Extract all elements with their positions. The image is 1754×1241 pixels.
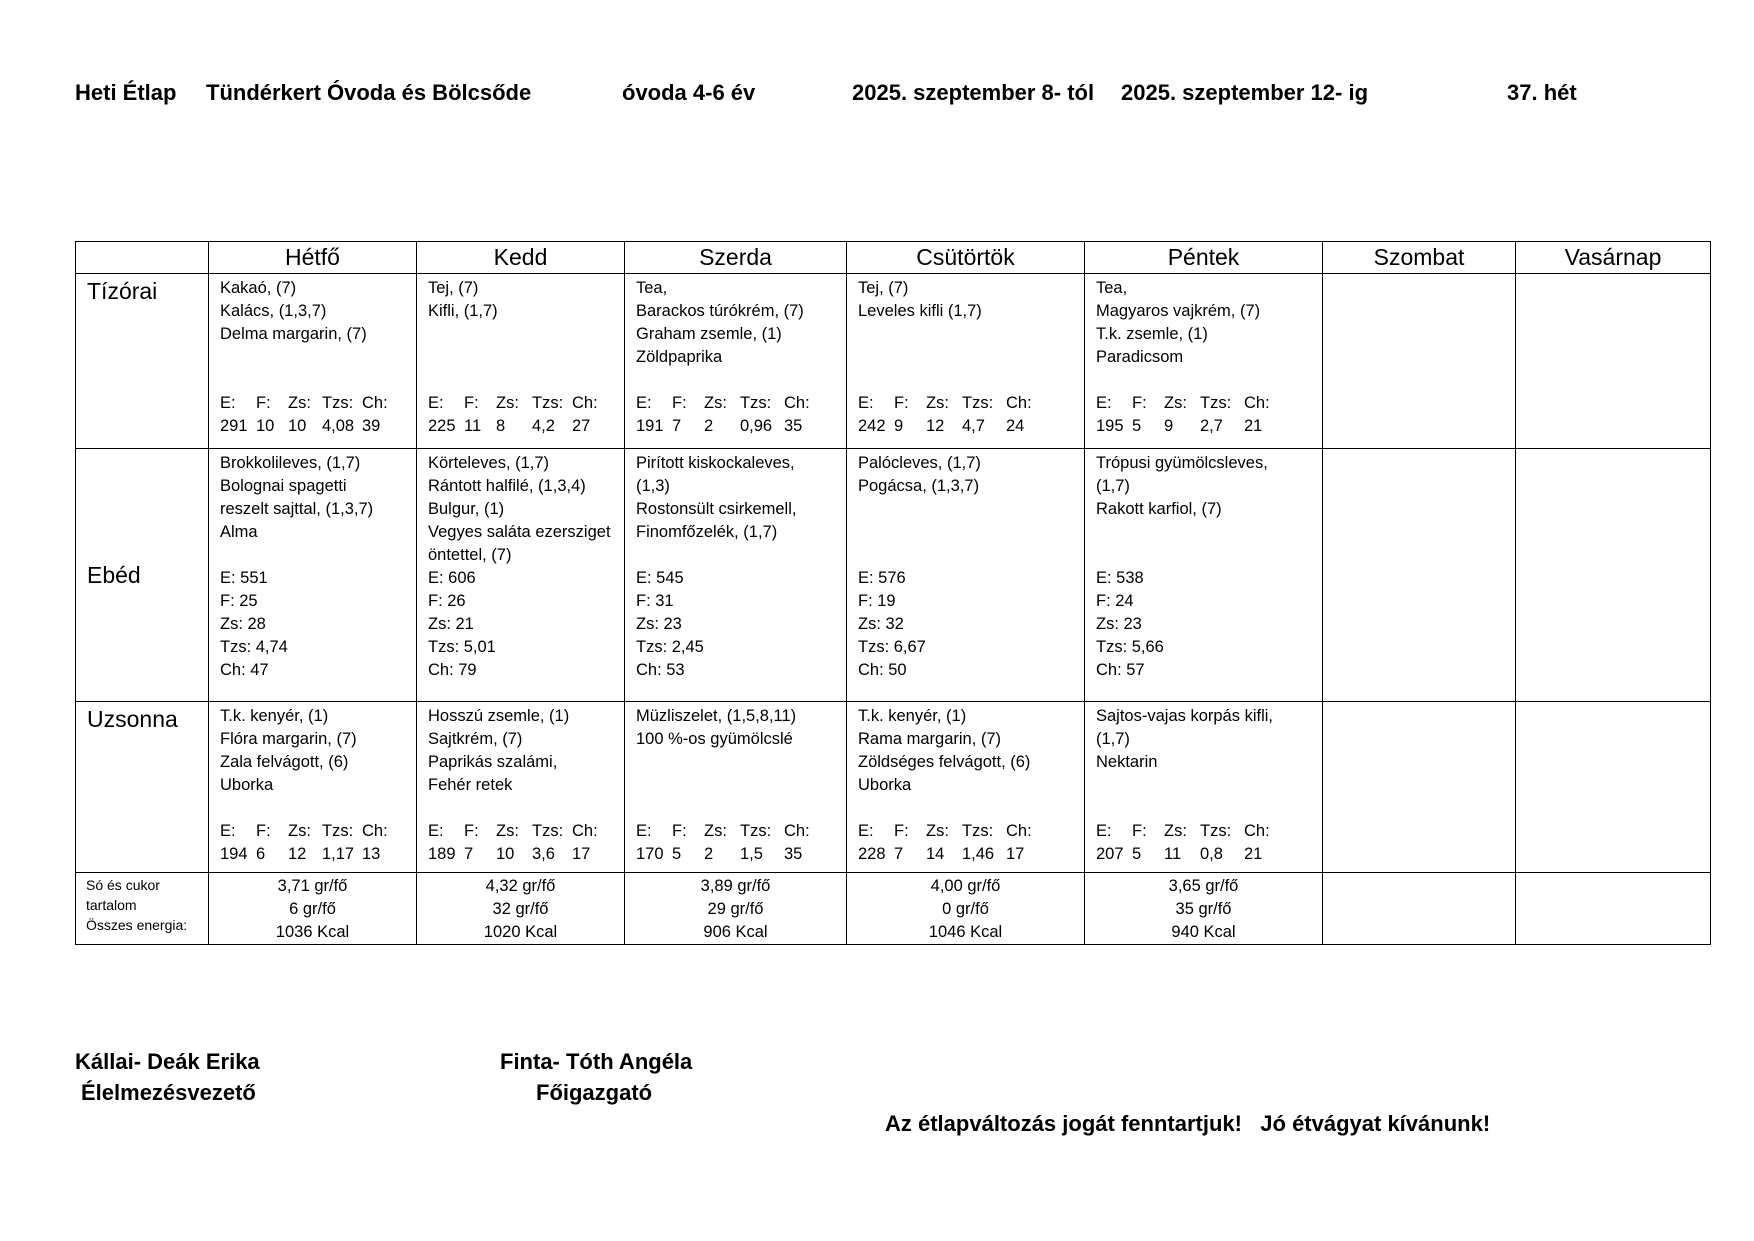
menu-item: Finomfőzelék, (1,7) [636, 523, 778, 541]
nutrient-value: 35 [784, 845, 803, 863]
menu-cell [417, 449, 625, 702]
nutrient-value: 10 [288, 417, 307, 435]
nutrient-label: Ch: [1006, 394, 1032, 412]
day-header: Péntek [1085, 242, 1323, 274]
nutrient-label: Ch: [1006, 822, 1032, 840]
day-header: Csütörtök [847, 242, 1085, 274]
nutrient-value: 9 [1164, 417, 1174, 435]
nutrient-value: 207 [1096, 845, 1124, 863]
menu-cell [1085, 702, 1323, 873]
nutrient-label: E: [858, 822, 874, 840]
total-salt: 4,00 gr/fő [930, 877, 1001, 895]
nutrient-value: 7 [464, 845, 474, 863]
total-sugar: 29 gr/fő [707, 900, 764, 918]
meal-row-uzsonna [76, 702, 1711, 873]
menu-item: Tej, (7) [858, 279, 909, 297]
nutrient-label: F: [256, 394, 271, 412]
nutrient-label: Ch: [784, 394, 810, 412]
nutrient-value: 17 [572, 845, 591, 863]
nutrient-line: F: 19 [858, 592, 896, 610]
nutrient-label: Tzs: [1200, 822, 1232, 840]
menu-item: Rántott halfilé, (1,3,4) [428, 477, 586, 495]
nutrient-label: E: [636, 394, 652, 412]
institution-name: Tündérkert Óvoda és Bölcsőde [206, 80, 532, 105]
nutrient-line: Zs: 28 [220, 615, 266, 633]
nutrient-labels [1096, 392, 1314, 415]
nutrient-line: Zs: 23 [636, 615, 682, 633]
menu-item: Rostonsült csirkemell, [636, 500, 797, 518]
menu-cell [1085, 449, 1323, 702]
nutrient-labels [636, 392, 838, 415]
nutrient-labels [858, 392, 1076, 415]
menu-item: (1,7) [1096, 477, 1130, 495]
menu-cell [1323, 702, 1516, 873]
nutrient-label: Ch: [362, 394, 388, 412]
menu-item: Müzliszelet, (1,5,8,11) [636, 707, 797, 725]
date-from: 2025. szeptember 8- tól [852, 80, 1095, 105]
menu-item: Rama margarin, (7) [858, 730, 1002, 748]
menu-item: Pirított kiskockaleves, [636, 454, 795, 472]
signer-name-left: Kállai- Deák Erika [75, 1049, 260, 1074]
nutrient-value: 5 [1132, 417, 1142, 435]
menu-item: Delma margarin, (7) [220, 325, 367, 343]
nutrient-line: F: 24 [1096, 592, 1134, 610]
menu-item: Leveles kifli (1,7) [858, 302, 982, 320]
nutrient-value: 27 [572, 417, 591, 435]
nutrient-value: 189 [428, 845, 456, 863]
nutrient-label: E: [220, 394, 236, 412]
menu-items [858, 277, 1076, 392]
nutrient-line: Tzs: 5,01 [428, 638, 496, 656]
nutrient-value: 225 [428, 417, 456, 435]
menu-item: Körteleves, (1,7) [428, 454, 550, 472]
totals-cell [1085, 873, 1323, 945]
menu-item: Uborka [220, 776, 274, 794]
nutrient-labels [220, 820, 408, 843]
menu-cell [209, 702, 417, 873]
nutrient-label: F: [894, 822, 909, 840]
nutrient-value: 13 [362, 845, 381, 863]
menu-item: Zala felvágott, (6) [220, 753, 349, 771]
nutrient-label: F: [672, 394, 687, 412]
menu-item: 100 %-os gyümölcslé [636, 730, 793, 748]
nutrient-value: 3,6 [532, 845, 555, 863]
menu-item: Alma [220, 523, 258, 541]
totals-cell [1516, 873, 1711, 945]
menu-cell [847, 702, 1085, 873]
signer-name-mid: Finta- Tóth Angéla [500, 1049, 693, 1074]
nutrient-value: 2 [704, 845, 714, 863]
menu-item: Tej, (7) [428, 279, 479, 297]
totals-label-line: Só és cukor [86, 877, 160, 893]
nutrient-value: 194 [220, 845, 248, 863]
nutrient-value: 1,46 [962, 845, 995, 863]
nutrient-line: Zs: 32 [858, 615, 904, 633]
nutrient-label: F: [464, 394, 479, 412]
nutrient-value: 170 [636, 845, 664, 863]
total-sugar: 6 gr/fő [289, 900, 336, 918]
nutrient-value: 1,17 [322, 845, 355, 863]
menu-cell [625, 449, 847, 702]
menu-item: reszelt sajttal, (1,3,7) [220, 500, 374, 518]
day-header: Szerda [625, 242, 847, 274]
menu-cell [1516, 449, 1711, 702]
nutrient-label: F: [1132, 394, 1147, 412]
closing-note: Az étlapváltozás jogát fenntartjuk! Jó étvágyat kívánunk! [885, 1111, 1491, 1136]
total-energy: 1046 Kcal [928, 923, 1003, 941]
menu-cell [1516, 274, 1711, 449]
nutrient-label: Tzs: [1200, 394, 1232, 412]
nutrient-line: Ch: 53 [636, 661, 685, 679]
menu-items [1096, 705, 1314, 820]
totals-cell [847, 873, 1085, 945]
menu-item: Zöldséges felvágott, (6) [858, 753, 1031, 771]
menu-items [220, 705, 408, 820]
nutrient-line: F: 25 [220, 592, 258, 610]
nutrient-label: Ch: [1244, 394, 1270, 412]
nutrient-list [858, 567, 1076, 682]
nutrient-list [636, 567, 838, 682]
nutrient-line: F: 26 [428, 592, 466, 610]
nutrient-line: F: 31 [636, 592, 674, 610]
nutrient-line: Tzs: 6,67 [858, 638, 926, 656]
nutrient-label: E: [428, 394, 444, 412]
totals-cell [1323, 873, 1516, 945]
nutrient-value: 11 [464, 417, 482, 435]
nutrient-values [636, 415, 838, 438]
menu-cell [1516, 702, 1711, 873]
nutrient-value: 4,2 [532, 417, 555, 435]
nutrient-value: 8 [496, 417, 506, 435]
nutrient-value: 10 [496, 845, 515, 863]
nutrient-list [1096, 567, 1314, 682]
menu-item: Paradicsom [1096, 348, 1184, 366]
menu-items [220, 277, 408, 392]
menu-items [220, 452, 408, 567]
nutrient-label: Zs: [1164, 394, 1187, 412]
nutrient-label: E: [428, 822, 444, 840]
nutrient-value: 5 [1132, 845, 1142, 863]
nutrient-value: 291 [220, 417, 248, 435]
menu-items [636, 452, 838, 567]
menu-item: Brokkolileves, (1,7) [220, 454, 361, 472]
menu-cell [625, 702, 847, 873]
nutrient-label: F: [464, 822, 479, 840]
nutrient-line: Ch: 79 [428, 661, 477, 679]
nutrient-label: F: [894, 394, 909, 412]
nutrient-value: 0,8 [1200, 845, 1223, 863]
nutrient-value: 14 [926, 845, 945, 863]
nutrient-line: Tzs: 2,45 [636, 638, 704, 656]
nutrient-line: Ch: 57 [1096, 661, 1145, 679]
nutrient-label: Tzs: [740, 822, 772, 840]
nutrient-list [220, 567, 408, 682]
menu-cell [1323, 274, 1516, 449]
menu-items [636, 705, 838, 820]
meal-row-tizorai [76, 274, 1711, 449]
menu-cell [847, 449, 1085, 702]
meal-label: Uzsonna [76, 702, 209, 873]
nutrient-values [220, 415, 408, 438]
nutrient-line: Tzs: 4,74 [220, 638, 288, 656]
nutrient-values [636, 843, 838, 866]
nutrient-label: Zs: [288, 394, 311, 412]
day-header-row [76, 242, 1711, 274]
menu-item: (1,7) [1096, 730, 1130, 748]
menu-item: Palócleves, (1,7) [858, 454, 981, 472]
menu-item: Trópusi gyümölcsleves, [1096, 454, 1268, 472]
nutrient-value: 5 [672, 845, 682, 863]
menu-items [1096, 277, 1314, 392]
menu-item: Graham zsemle, (1) [636, 325, 782, 343]
menu-cell [847, 274, 1085, 449]
totals-label-line: Összes energia: [86, 917, 188, 933]
totals-label-line: tartalom [86, 897, 137, 913]
menu-item: Sajtos-vajas korpás kifli, [1096, 707, 1273, 725]
nutrient-label: Ch: [784, 822, 810, 840]
nutrient-line: E: 576 [858, 569, 906, 587]
nutrient-label: Tzs: [962, 822, 994, 840]
nutrient-line: Tzs: 5,66 [1096, 638, 1164, 656]
age-group: óvoda 4-6 év [622, 80, 756, 105]
nutrient-label: F: [256, 822, 271, 840]
menu-item: T.k. zsemle, (1) [1096, 325, 1208, 343]
menu-items [858, 452, 1076, 567]
nutrient-line: Ch: 47 [220, 661, 269, 679]
total-energy: 1036 Kcal [275, 923, 350, 941]
nutrient-label: E: [636, 822, 652, 840]
nutrient-value: 0,96 [740, 417, 773, 435]
nutrient-labels [428, 820, 616, 843]
nutrient-line: Ch: 50 [858, 661, 907, 679]
day-header: Kedd [417, 242, 625, 274]
nutrient-label: Tzs: [962, 394, 994, 412]
signer-role-left: Élelmezésvezető [81, 1080, 256, 1105]
nutrient-label: E: [220, 822, 236, 840]
date-to: 2025. szeptember 12- ig [1121, 80, 1369, 105]
totals-cell [417, 873, 625, 945]
menu-item: Sajtkrém, (7) [428, 730, 523, 748]
menu-items [636, 277, 838, 392]
menu-item: Kalács, (1,3,7) [220, 302, 327, 320]
menu-item: Kakaó, (7) [220, 279, 297, 297]
week-number: 37. hét [1507, 80, 1577, 105]
nutrient-label: F: [1132, 822, 1147, 840]
nutrient-label: Tzs: [740, 394, 772, 412]
nutrient-value: 39 [362, 417, 381, 435]
menu-items [858, 705, 1076, 820]
nutrient-labels [636, 820, 838, 843]
nutrient-label: F: [672, 822, 687, 840]
menu-item: Paprikás szalámi, [428, 753, 558, 771]
nutrient-value: 17 [1006, 845, 1025, 863]
nutrient-label: Ch: [572, 394, 598, 412]
nutrient-labels [858, 820, 1076, 843]
totals-label [76, 873, 209, 945]
menu-item: Barackos túrókrém, (7) [636, 302, 804, 320]
nutrient-value: 9 [894, 417, 904, 435]
day-header: Hétfő [209, 242, 417, 274]
nutrient-values [858, 415, 1076, 438]
nutrient-line: Zs: 23 [1096, 615, 1142, 633]
nutrient-label: Zs: [926, 394, 949, 412]
nutrient-label: Tzs: [532, 394, 564, 412]
nutrient-values [1096, 843, 1314, 866]
meal-label: Ebéd [76, 449, 209, 702]
nutrient-labels [428, 392, 616, 415]
menu-items [1096, 452, 1314, 567]
weekly-menu-table [75, 241, 1711, 945]
menu-cell [209, 274, 417, 449]
nutrient-label: Zs: [704, 394, 727, 412]
menu-cell [625, 274, 847, 449]
menu-item: Tea, [1096, 279, 1128, 297]
totals-cell [625, 873, 847, 945]
nutrient-label: Ch: [1244, 822, 1270, 840]
nutrient-label: E: [1096, 394, 1112, 412]
total-sugar: 32 gr/fő [492, 900, 549, 918]
totals-row [76, 873, 1711, 945]
menu-item: Pogácsa, (1,3,7) [858, 477, 980, 495]
nutrient-value: 2 [704, 417, 714, 435]
nutrient-values [220, 843, 408, 866]
nutrient-line: E: 545 [636, 569, 684, 587]
menu-item: T.k. kenyér, (1) [858, 707, 967, 725]
menu-cell [1323, 449, 1516, 702]
menu-item: Rakott karfiol, (7) [1096, 500, 1222, 518]
menu-item: öntettel, (7) [428, 546, 512, 564]
nutrient-value: 21 [1244, 845, 1263, 863]
nutrient-list [428, 567, 616, 682]
nutrient-label: Zs: [1164, 822, 1187, 840]
total-energy: 1020 Kcal [483, 923, 558, 941]
menu-item: Zöldpaprika [636, 348, 723, 366]
nutrient-label: Zs: [496, 822, 519, 840]
nutrient-label: Zs: [704, 822, 727, 840]
nutrient-value: 21 [1244, 417, 1263, 435]
meal-label: Tízórai [76, 274, 209, 449]
menu-item: (1,3) [636, 477, 670, 495]
menu-cell [417, 702, 625, 873]
meal-row-ebed [76, 449, 1711, 702]
nutrient-value: 6 [256, 845, 266, 863]
menu-items [428, 705, 616, 820]
total-sugar: 0 gr/fő [942, 900, 989, 918]
nutrient-values [858, 843, 1076, 866]
nutrient-value: 4,08 [322, 417, 355, 435]
nutrient-labels [220, 392, 408, 415]
day-header: Vasárnap [1516, 242, 1711, 274]
nutrient-label: Ch: [572, 822, 598, 840]
total-sugar: 35 gr/fő [1175, 900, 1232, 918]
menu-item: Kifli, (1,7) [428, 302, 498, 320]
menu-item: Magyaros vajkrém, (7) [1096, 302, 1261, 320]
menu-item: Vegyes saláta ezersziget [428, 523, 611, 541]
menu-cell [1085, 274, 1323, 449]
total-salt: 3,71 gr/fő [277, 877, 348, 895]
nutrient-value: 1,5 [740, 845, 763, 863]
nutrient-label: Zs: [496, 394, 519, 412]
menu-item: Flóra margarin, (7) [220, 730, 357, 748]
nutrient-label: Tzs: [532, 822, 564, 840]
nutrient-values [1096, 415, 1314, 438]
menu-item: T.k. kenyér, (1) [220, 707, 329, 725]
menu-item: Tea, [636, 279, 668, 297]
nutrient-label: Ch: [362, 822, 388, 840]
nutrient-values [428, 415, 616, 438]
nutrient-line: E: 551 [220, 569, 268, 587]
nutrient-label: Zs: [926, 822, 949, 840]
nutrient-value: 10 [256, 417, 275, 435]
nutrient-value: 195 [1096, 417, 1124, 435]
nutrient-labels [1096, 820, 1314, 843]
nutrient-value: 242 [858, 417, 886, 435]
menu-items [428, 452, 616, 567]
total-salt: 3,89 gr/fő [700, 877, 771, 895]
nutrient-value: 12 [926, 417, 945, 435]
nutrient-values [428, 843, 616, 866]
menu-cell [417, 274, 625, 449]
menu-item: Fehér retek [428, 776, 513, 794]
day-header: Szombat [1323, 242, 1516, 274]
nutrient-value: 11 [1164, 845, 1182, 863]
nutrient-value: 2,7 [1200, 417, 1223, 435]
nutrient-value: 12 [288, 845, 307, 863]
nutrient-label: Tzs: [322, 394, 354, 412]
nutrient-label: E: [1096, 822, 1112, 840]
nutrient-value: 35 [784, 417, 803, 435]
corner-cell [76, 242, 209, 274]
nutrient-value: 7 [672, 417, 682, 435]
menu-cell [209, 449, 417, 702]
nutrient-line: Zs: 21 [428, 615, 474, 633]
nutrient-value: 7 [894, 845, 904, 863]
total-energy: 906 Kcal [703, 923, 768, 941]
menu-items [428, 277, 616, 392]
menu-item: Uborka [858, 776, 912, 794]
menu-item: Nektarin [1096, 753, 1158, 771]
total-salt: 4,32 gr/fő [485, 877, 556, 895]
nutrient-label: Tzs: [322, 822, 354, 840]
total-salt: 3,65 gr/fő [1168, 877, 1239, 895]
nutrient-value: 228 [858, 845, 886, 863]
menu-item: Bolognai spagetti [220, 477, 347, 495]
nutrient-line: E: 606 [428, 569, 476, 587]
signer-role-mid: Főigazgató [536, 1080, 653, 1105]
nutrient-value: 191 [636, 417, 664, 435]
nutrient-label: E: [858, 394, 874, 412]
total-energy: 940 Kcal [1171, 923, 1236, 941]
menu-title: Heti Étlap [75, 80, 177, 105]
menu-item: Hosszú zsemle, (1) [428, 707, 570, 725]
menu-item: Bulgur, (1) [428, 500, 505, 518]
nutrient-label: Zs: [288, 822, 311, 840]
nutrient-line: E: 538 [1096, 569, 1144, 587]
totals-cell [209, 873, 417, 945]
nutrient-value: 4,7 [962, 417, 985, 435]
nutrient-value: 24 [1006, 417, 1025, 435]
